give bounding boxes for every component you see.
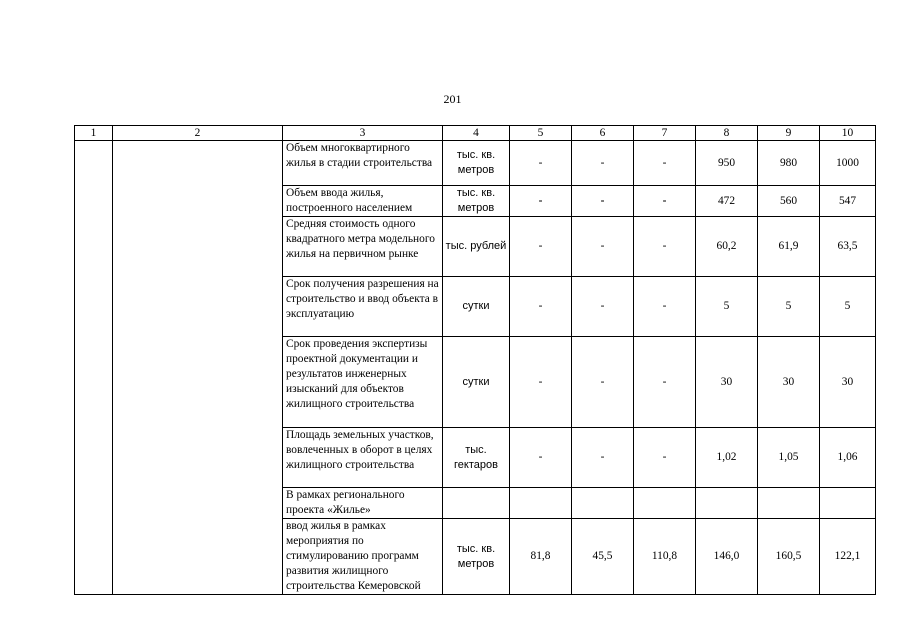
value-cell: - — [572, 186, 634, 217]
column-header: 1 — [75, 126, 113, 141]
indicator-name: Срок проведения экспертизы проектной документации и результатов инженерных изысканий для объектов жилищного строительства — [283, 337, 443, 428]
value-cell: - — [634, 217, 696, 277]
indicators-table — [74, 125, 876, 595]
value-cell — [758, 488, 820, 519]
indicator-name: ввод жилья в рамках мероприятия по стимулированию программ развития жилищного строительства Кемеровской — [283, 519, 443, 595]
value-cell: - — [510, 217, 572, 277]
value-cell: 1,05 — [758, 428, 820, 488]
column-header: 6 — [572, 126, 634, 141]
value-cell: 146,0 — [696, 519, 758, 595]
unit-cell: тыс. кв. метров — [443, 141, 510, 186]
indicator-name: Объем многоквартирного жилья в стадии строительства — [283, 141, 443, 186]
value-cell: - — [634, 337, 696, 428]
value-cell: 1,06 — [820, 428, 876, 488]
indicator-name: Площадь земельных участков, вовлеченных в оборот в целях жилищного строительства — [283, 428, 443, 488]
value-cell: 560 — [758, 186, 820, 217]
value-cell: - — [510, 186, 572, 217]
section-heading: В рамках регионального проекта «Жилье» — [283, 488, 443, 519]
column-header: 7 — [634, 126, 696, 141]
unit-cell — [443, 488, 510, 519]
column-header: 10 — [820, 126, 876, 141]
value-cell: 1000 — [820, 141, 876, 186]
value-cell: 160,5 — [758, 519, 820, 595]
value-cell: - — [634, 186, 696, 217]
value-cell: - — [572, 277, 634, 337]
value-cell: 81,8 — [510, 519, 572, 595]
value-cell — [820, 488, 876, 519]
value-cell: 547 — [820, 186, 876, 217]
table-header-row — [75, 126, 876, 141]
value-cell: - — [510, 141, 572, 186]
column-header: 3 — [283, 126, 443, 141]
unit-cell: сутки — [443, 337, 510, 428]
value-cell — [634, 488, 696, 519]
page-number: 201 — [443, 92, 462, 106]
value-cell: - — [634, 277, 696, 337]
value-cell: - — [510, 277, 572, 337]
unit-cell: тыс. гектаров — [443, 428, 510, 488]
value-cell: 110,8 — [634, 519, 696, 595]
value-cell: 5 — [820, 277, 876, 337]
column-header: 4 — [443, 126, 510, 141]
value-cell: - — [572, 337, 634, 428]
value-cell: 45,5 — [572, 519, 634, 595]
value-cell: - — [634, 428, 696, 488]
value-cell: 60,2 — [696, 217, 758, 277]
column-header: 9 — [758, 126, 820, 141]
unit-cell: сутки — [443, 277, 510, 337]
value-cell: - — [510, 337, 572, 428]
value-cell: 980 — [758, 141, 820, 186]
value-cell: 950 — [696, 141, 758, 186]
row-number-cell — [75, 141, 113, 595]
value-cell: - — [572, 217, 634, 277]
value-cell: 63,5 — [820, 217, 876, 277]
value-cell — [696, 488, 758, 519]
value-cell: 472 — [696, 186, 758, 217]
value-cell: - — [572, 428, 634, 488]
value-cell: - — [634, 141, 696, 186]
value-cell: 30 — [758, 337, 820, 428]
indicator-name: Объем ввода жилья, построенного населением — [283, 186, 443, 217]
table-row — [75, 141, 876, 186]
value-cell: 30 — [820, 337, 876, 428]
program-name-cell — [113, 141, 283, 595]
value-cell: 61,9 — [758, 217, 820, 277]
value-cell: 5 — [696, 277, 758, 337]
value-cell: - — [572, 141, 634, 186]
indicator-name: Средняя стоимость одного квадратного метра модельного жилья на первичном рынке — [283, 217, 443, 277]
unit-cell: тыс. кв. метров — [443, 186, 510, 217]
value-cell: - — [510, 428, 572, 488]
unit-cell: тыс. рублей — [443, 217, 510, 277]
value-cell: 122,1 — [820, 519, 876, 595]
value-cell: 30 — [696, 337, 758, 428]
unit-cell: тыс. кв. метров — [443, 519, 510, 595]
value-cell — [572, 488, 634, 519]
value-cell — [510, 488, 572, 519]
value-cell: 1,02 — [696, 428, 758, 488]
indicator-name: Срок получения разрешения на строительство и ввод объекта в эксплуатацию — [283, 277, 443, 337]
column-header: 8 — [696, 126, 758, 141]
column-header: 5 — [510, 126, 572, 141]
value-cell: 5 — [758, 277, 820, 337]
column-header: 2 — [113, 126, 283, 141]
